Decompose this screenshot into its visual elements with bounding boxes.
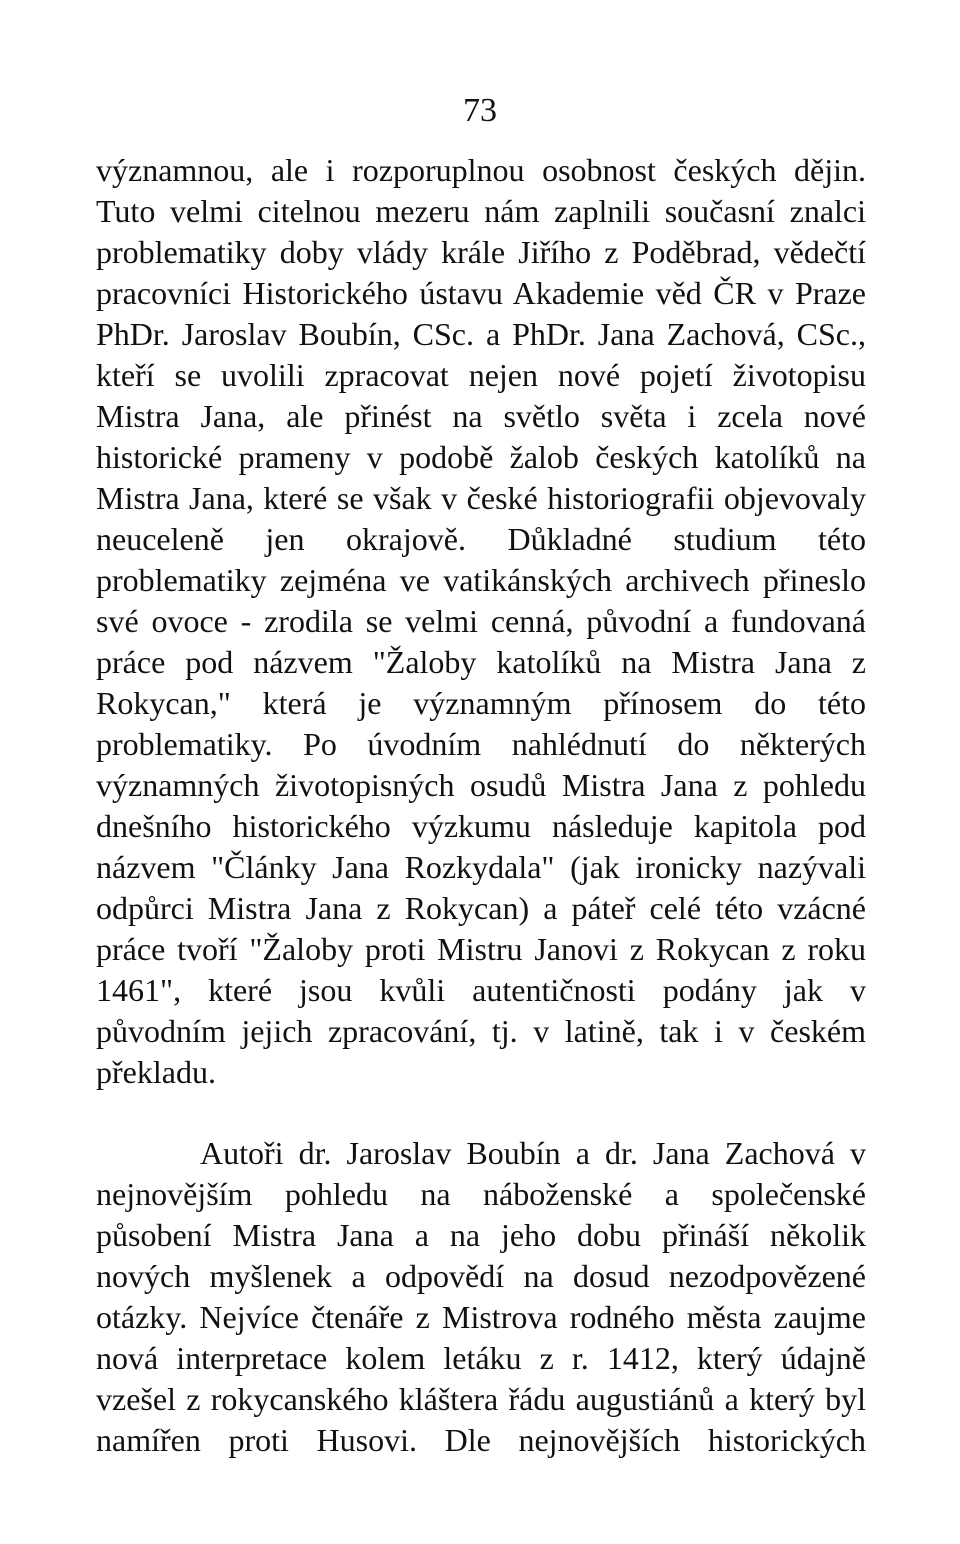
text-line: problematiky. Po úvodním nahlédnutí do některých bbox=[96, 726, 866, 762]
text-line: názvem "Články Jana Rozkydala" (jak ironicky nazývali bbox=[96, 849, 866, 885]
text-line: Mistra Jana, které se však v české historiografii objevovaly bbox=[96, 480, 866, 516]
text-line: nová interpretace kolem letáku z r. 1412, který údajně bbox=[96, 1340, 866, 1376]
text-line: Rokycan," která je významným přínosem do této bbox=[96, 685, 866, 721]
text-line: neuceleně jen okrajově. Důkladné studium této bbox=[96, 521, 866, 557]
text-line: nových myšlenek a odpovědí na dosud nezodpovězené bbox=[96, 1258, 866, 1294]
text-line: dnešního historického výzkumu následuje kapitola pod bbox=[96, 808, 866, 844]
text-line: problematiky doby vlády krále Jiřího z Poděbrad, vědečtí bbox=[96, 234, 866, 270]
text-line: namířen proti Husovi. Dle nejnovějších historických bbox=[96, 1422, 866, 1458]
text-line: Tuto velmi citelnou mezeru nám zaplnili současní znalci bbox=[96, 193, 866, 229]
text-line: Autoři dr. Jaroslav Boubín a dr. Jana Zachová v bbox=[200, 1135, 866, 1171]
text-line: kteří se uvolili zpracovat nejen nové pojetí životopisu bbox=[96, 357, 866, 393]
text-line: práce tvoří "Žaloby proti Mistru Janovi z Rokycan z roku bbox=[96, 931, 866, 967]
text-line: problematiky zejména ve vatikánských archivech přineslo bbox=[96, 562, 866, 598]
text-line: překladu. bbox=[96, 1054, 216, 1090]
text-line: původním jejich zpracování, tj. v latině, tak i v českém bbox=[96, 1013, 866, 1049]
text-line: PhDr. Jaroslav Boubín, CSc. a PhDr. Jana Zachová, CSc., bbox=[96, 316, 866, 352]
text-line: významných životopisných osudů Mistra Jana z pohledu bbox=[96, 767, 866, 803]
text-line: své ovoce - zrodila se velmi cenná, původní a fundovaná bbox=[96, 603, 866, 639]
text-line: působení Mistra Jana a na jeho dobu přináší několik bbox=[96, 1217, 866, 1253]
text-line: odpůrci Mistra Jana z Rokycan) a páteř celé této vzácné bbox=[96, 890, 866, 926]
text-line: historické prameny v podobě žalob českých katolíků na bbox=[96, 439, 866, 475]
text-line: vzešel z rokycanského kláštera řádu augustiánů a který byl bbox=[96, 1381, 866, 1417]
text-line: nejnovějším pohledu na náboženské a společenské bbox=[96, 1176, 866, 1212]
text-line: Mistra Jana, ale přinést na světlo světa i zcela nové bbox=[96, 398, 866, 434]
text-line: práce pod názvem "Žaloby katolíků na Mistra Jana z bbox=[96, 644, 866, 680]
text-line: 1461", které jsou kvůli autentičnosti podány jak v bbox=[96, 972, 866, 1008]
text-line: významnou, ale i rozporuplnou osobnost českých dějin. bbox=[96, 152, 866, 188]
text-line: otázky. Nejvíce čtenáře z Mistrova rodného města zaujme bbox=[96, 1299, 866, 1335]
text-line: pracovníci Historického ústavu Akademie věd ČR v Praze bbox=[96, 275, 866, 311]
page-number: 73 bbox=[463, 92, 497, 129]
